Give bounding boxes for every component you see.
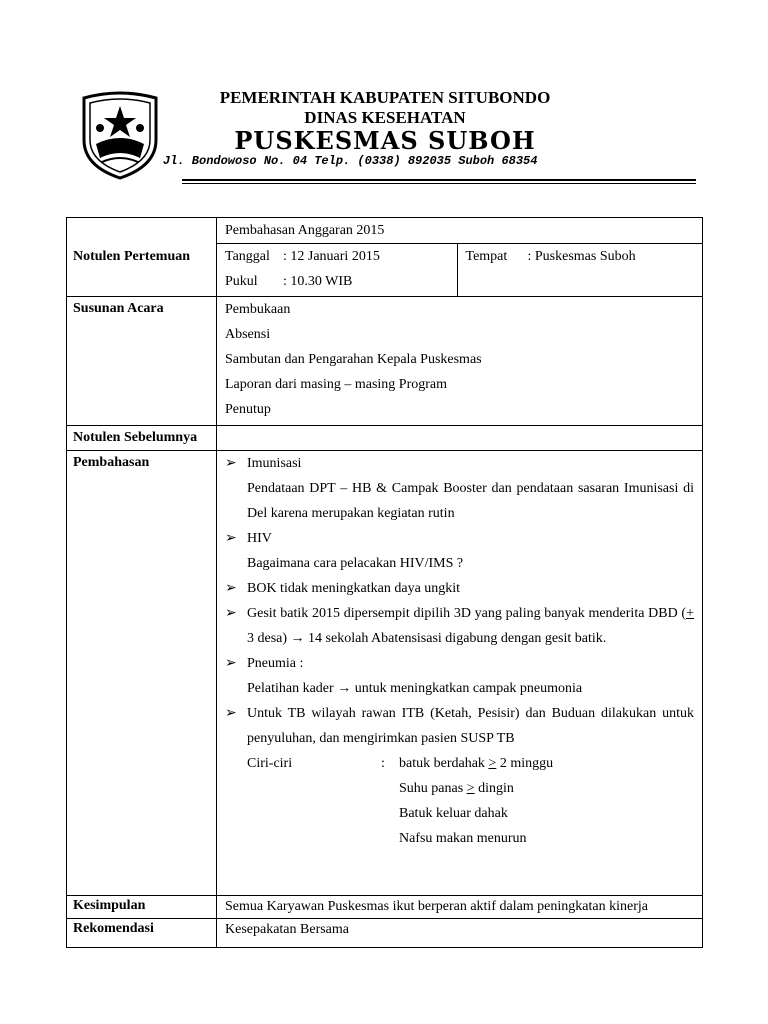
address-line: Jl. Bondowoso No. 04 Telp. (0338) 892035 Suboh 68354 — [163, 154, 538, 168]
conclusion-row — [67, 896, 703, 919]
symptom-item: batuk berdahak > 2 minggu — [399, 756, 554, 771]
discussion-item-gesit-batik — [225, 601, 694, 651]
arrow-bullet-icon: ➢ — [225, 656, 237, 671]
recommendation-row — [67, 919, 703, 948]
minutes-table — [66, 217, 703, 948]
date-key: Tanggal — [225, 249, 270, 264]
previous-minutes-row — [67, 426, 703, 451]
meeting-label: Notulen Pertemuan — [67, 218, 217, 297]
right-arrow-icon: → — [290, 631, 305, 646]
time-value: : 10.30 WIB — [283, 274, 353, 289]
item-title: Imunisasi — [247, 456, 302, 471]
gov-heading: PEMERINTAH KABUPATEN SITUBONDO — [219, 88, 551, 107]
conclusion-value: Semua Karyawan Puskesmas ikut berperan aktif dalam peningkatan kinerja — [217, 896, 703, 919]
dept-heading: DINAS KESEHATAN — [304, 108, 466, 127]
letterhead-rule-thin — [182, 183, 696, 184]
item-title: Pneumia : — [247, 656, 304, 671]
symptom-item: Suhu panas > dingin — [399, 781, 514, 796]
text-part: untuk meningkatkan campak pneumonia — [351, 681, 583, 696]
item-text: Pendataan DPT – HB & Campak Booster dan pendataan sasaran Imunisasi di Del karena merupakan kegiatan rutin — [247, 481, 694, 521]
item-title: BOK tidak meningkatkan daya ungkit — [247, 581, 461, 596]
plus-minus-sign: + — [686, 606, 694, 621]
agenda-item: Pembukaan — [225, 302, 291, 317]
place-value: : Puskesmas Suboh — [527, 249, 636, 264]
right-arrow-icon: → — [337, 681, 352, 696]
meeting-row — [67, 218, 703, 297]
discussion-item-tb — [225, 701, 694, 751]
meeting-details-cell — [217, 218, 703, 297]
text-part: 3 desa) — [247, 631, 291, 646]
date-line — [225, 244, 449, 269]
discussion-row — [67, 451, 703, 896]
agenda-label: Susunan Acara — [67, 297, 217, 426]
item-title: Untuk TB wilayah rawan ITB (Ketah, Pesisir) dan Buduan dilakukan untuk penyuluhan, dan mengirimkan pasien SUSP TB — [247, 706, 694, 746]
place-line — [466, 244, 695, 269]
discussion-cell — [217, 451, 703, 896]
meeting-info-grid — [217, 244, 702, 296]
conclusion-label: Kesimpulan — [67, 896, 217, 919]
discussion-item-bok — [225, 576, 694, 601]
discussion-item-imunisasi — [225, 451, 694, 476]
agenda-item: Absensi — [225, 327, 271, 342]
symptoms-key: Ciri-ciri — [247, 756, 293, 771]
text-part: Gesit batik 2015 dipersempit dipilih 3D yang paling banyak menderita DBD ( — [247, 606, 687, 621]
recommendation-value: Kesepakatan Bersama — [217, 919, 703, 948]
agenda-item: Penutup — [225, 402, 271, 417]
recommendation-label: Rekomendasi — [67, 919, 217, 948]
item-text — [225, 676, 694, 701]
arrow-bullet-icon: ➢ — [225, 531, 237, 546]
time-key: Pukul — [225, 274, 258, 289]
org-title: PUSKESMAS SUBOH — [234, 126, 536, 155]
place-key: Tempat — [465, 249, 508, 264]
text-part: Pelatihan kader — [247, 681, 338, 696]
letterhead-rule-thick — [182, 179, 696, 181]
text-part: 14 sekolah Abatensisasi digabung dengan gesit batik. — [304, 631, 607, 646]
meeting-topic: Pembahasan Anggaran 2015 — [217, 218, 702, 244]
item-text: Bagaimana cara pelacakan HIV/IMS ? — [247, 556, 464, 571]
discussion-item-hiv — [225, 526, 694, 551]
agenda-item: Sambutan dan Pengarahan Kepala Puskesmas — [225, 352, 482, 367]
arrow-bullet-icon: ➢ — [225, 706, 237, 721]
arrow-bullet-icon: ➢ — [225, 456, 237, 471]
previous-label: Notulen Sebelumnya — [67, 426, 217, 451]
symptoms-line — [225, 751, 694, 776]
discussion-item-pneumia — [225, 651, 694, 676]
date-value: : 12 Januari 2015 — [283, 249, 380, 264]
agenda-row — [67, 297, 703, 426]
arrow-bullet-icon: ➢ — [225, 606, 237, 621]
arrow-bullet-icon: ➢ — [225, 581, 237, 596]
symptom-item: Batuk keluar dahak — [399, 806, 508, 821]
item-title: HIV — [247, 531, 272, 546]
time-line — [225, 269, 449, 294]
place-cell — [457, 244, 702, 296]
agenda-item: Laporan dari masing – masing Program — [225, 377, 448, 392]
agenda-list — [217, 297, 703, 426]
previous-value — [217, 426, 703, 451]
symptoms-colon: : — [381, 756, 385, 771]
date-time-cell — [217, 244, 457, 296]
discussion-label: Pembahasan — [67, 451, 217, 896]
symptom-item: Nafsu makan menurun — [399, 831, 527, 846]
